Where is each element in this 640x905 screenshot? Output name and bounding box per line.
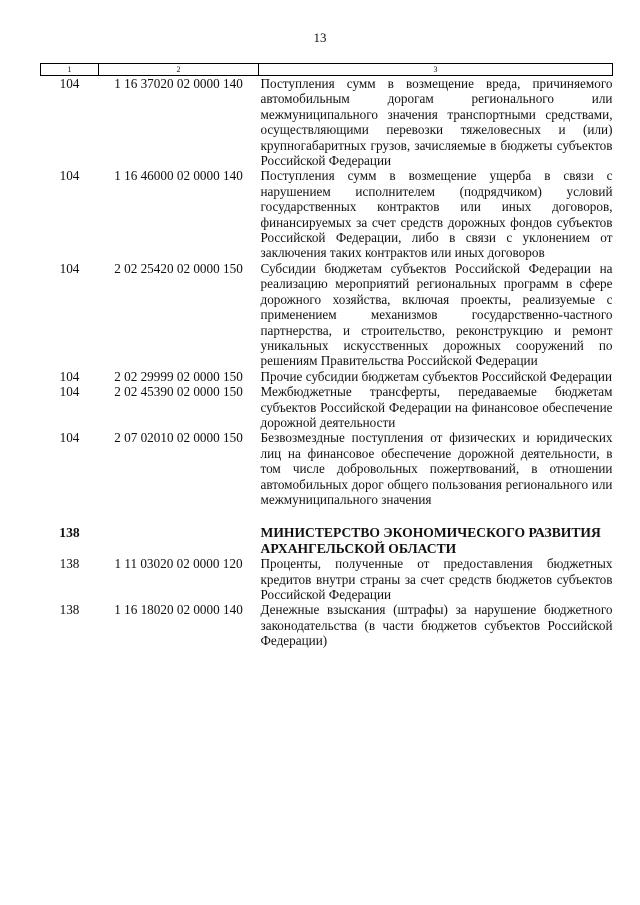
table-row (41, 168, 613, 260)
budget-classification-code-cell: 1 11 03020 02 0000 120 (114, 556, 243, 572)
table-row (41, 430, 613, 507)
revenue-description-cell: Прочие субсидии бюджетам субъектов Российской Федерации (260, 368, 613, 384)
revenue-description-cell: Денежные взыскания (штрафы) за нарушение бюджетного законодательства (в части бюджетов субъектов Российской Федерации) (260, 602, 613, 649)
column-number-3: 3 (259, 64, 613, 76)
budget-classification-code-cell: 1 16 18020 02 0000 140 (114, 602, 243, 618)
table-row (41, 556, 613, 602)
budget-classification-code-cell (99, 507, 259, 556)
revenue-description-cell: Межбюджетные трансферты, передаваемые бюджетам субъектов Российской Федерации на финансовое обеспечение дорожной деятельности (260, 384, 613, 430)
revenue-description-cell: Поступления сумм в возмещение ущерба в связи с нарушением исполнителем (подрядчиком) условий государственных контрактов или иных договоров, финансируемых за счет средств дорожных фондов субъектов Российской Федерации, либо в связи с уклонением от заключения таких контрактов или иных договоров (260, 168, 613, 261)
revenue-description-cell: Поступления сумм в возмещение вреда, причиняемого автомобильным дорогам регионального или межмуниципального значения транспортными средствами, осуществляющими перевозки тяжеловесных и (или) крупногабаритных грузов, зачисляемые в бюджеты субъектов Российской Федерации (260, 76, 613, 169)
admin-code-cell: 104 (59, 430, 80, 446)
budget-classification-code-cell: 2 02 25420 02 0000 150 (114, 260, 243, 276)
table-body (41, 76, 613, 649)
column-number-2: 2 (99, 64, 259, 76)
admin-code-cell: 104 (59, 260, 80, 276)
budget-classification-code-cell: 1 16 37020 02 0000 140 (114, 76, 243, 91)
budget-classification-code-cell: 2 07 02010 02 0000 150 (114, 430, 243, 446)
table-row (41, 76, 613, 169)
budget-classification-code-cell: 1 16 46000 02 0000 140 (114, 168, 243, 184)
table-row (41, 384, 613, 430)
table-row (41, 602, 613, 648)
table-row (41, 261, 613, 369)
revenue-description-cell: Безвозмездные поступления от физических и юридических лиц на финансовое обеспечение дорожной деятельности, в том числе добровольных пожертвований, в отношении автомобильных дорог общего пользования регионального или межмуниципального значения (260, 430, 613, 507)
revenue-description-cell: Субсидии бюджетам субъектов Российской Федерации на реализацию мероприятий региональных программ в сфере дорожного хозяйства, включая проекты, реализуемые с применением механизмов государственно-частного партнерства, и строительство, реконструкцию и ремонт уникальных искусственных дорожных сооружений по решениям Правительства Российской Федерации (260, 260, 613, 369)
page-number: 13 (313, 30, 327, 45)
admin-code-cell: 138 (59, 556, 80, 572)
admin-code-cell: 104 (59, 168, 80, 184)
ministry-name-heading: МИНИСТЕРСТВО ЭКОНОМИЧЕСКОГО РАЗВИТИЯ АРХАНГЕЛЬСКОЙ ОБЛАСТИ (260, 525, 601, 556)
table-header (41, 64, 613, 76)
table-row (41, 369, 613, 384)
admin-code-cell: 138 (59, 525, 80, 541)
revenue-description-cell: Проценты, полученные от предоставления бюджетных кредитов внутри страны за счет средств бюджетов субъектов Российской Федерации (260, 556, 613, 602)
section-heading-row (41, 507, 613, 556)
admin-code-cell: 104 (59, 76, 80, 91)
admin-code-cell: 104 (59, 368, 80, 384)
budget-classification-code-cell: 2 02 45390 02 0000 150 (114, 384, 243, 400)
admin-code-cell: 104 (59, 384, 80, 400)
column-number-1: 1 (41, 64, 99, 76)
admin-code-cell: 138 (59, 602, 80, 618)
income-codes-table (40, 63, 613, 649)
budget-classification-code-cell: 2 02 29999 02 0000 150 (114, 368, 243, 384)
